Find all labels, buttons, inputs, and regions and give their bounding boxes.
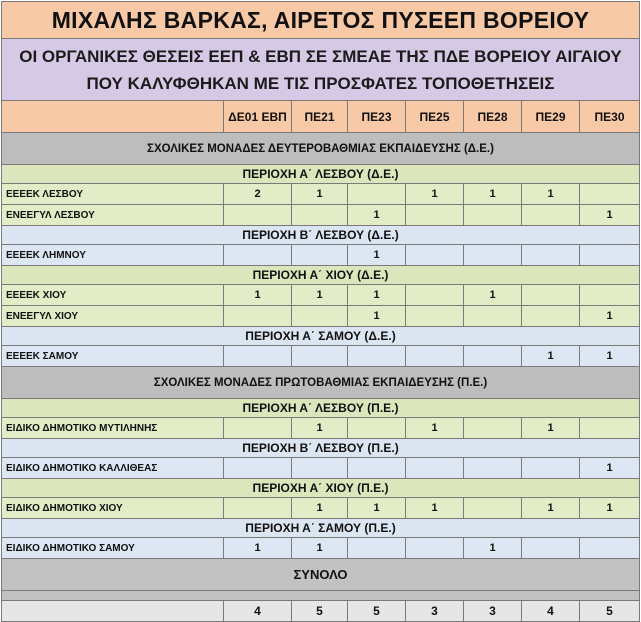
value-cell: 1	[522, 418, 580, 439]
document-title: ΜΙΧΑΛΗΣ ΒΑΡΚΑΣ, ΑΙΡΕΤΟΣ ΠΥΣΕΕΠ ΒΟΡΕΙΟΥ	[1, 1, 640, 39]
value-cell: 1	[522, 498, 580, 519]
column-header-pe29: ΠΕ29	[522, 101, 580, 133]
value-cell: 1	[292, 538, 348, 559]
subtitle-line-1: ΟΙ ΟΡΓΑΝΙΚΕΣ ΘΕΣΕΙΣ ΕΕΠ & ΕΒΠ ΣΕ ΣΜΕΑΕ ΤΗΣ ΠΔΕ ΒΟΡΕΙΟΥ ΑΙΓΑΙΟΥ	[19, 46, 622, 66]
row-label: ΕΕΕΕΚ ΛΕΣΒΟΥ	[1, 184, 224, 205]
total-value-cell: 5	[580, 601, 640, 622]
value-cell	[580, 418, 640, 439]
total-label: ΣΥΝΟΛΟ	[1, 559, 640, 591]
column-header-pe28: ΠΕ28	[464, 101, 522, 133]
category-primary: ΣΧΟΛΙΚΕΣ ΜΟΝΑΔΕΣ ΠΡΩΤΟΒΑΘΜΙΑΣ ΕΚΠΑΙΔΕΥΣΗΣ (Π.Ε.)	[1, 367, 640, 399]
row-label: ΕΙΔΙΚΟ ΔΗΜΟΤΙΚΟ ΜΥΤΙΛΗΝΗΣ	[1, 418, 224, 439]
value-cell	[224, 346, 292, 367]
value-cell	[348, 184, 406, 205]
row-label: ΕΝΕΕΓΥΛ ΛΕΣΒΟΥ	[1, 205, 224, 226]
value-cell	[224, 498, 292, 519]
total-value-cell: 3	[406, 601, 464, 622]
header-corner-cell	[1, 101, 224, 133]
value-cell: 1	[464, 184, 522, 205]
value-cell: 1	[406, 498, 464, 519]
value-cell: 1	[464, 285, 522, 306]
table-row	[1, 285, 640, 306]
total-value-cell: 4	[522, 601, 580, 622]
document-subtitle	[1, 39, 640, 101]
value-cell	[464, 418, 522, 439]
value-cell: 1	[406, 184, 464, 205]
value-cell	[292, 205, 348, 226]
value-cell	[464, 458, 522, 479]
value-cell: 1	[580, 498, 640, 519]
value-cell	[406, 458, 464, 479]
value-cell	[224, 205, 292, 226]
table-row	[1, 498, 640, 519]
subtitle-line-2: ΠΟΥ ΚΑΛΥΦΘΗΚΑΝ ΜΕ ΤΙΣ ΠΡΟΣΦΑΤΕΣ ΤΟΠΟΘΕΤΗΣΕΙΣ	[86, 73, 555, 93]
row-label: ΕΕΕΕΚ ΣΑΜΟΥ	[1, 346, 224, 367]
value-cell	[406, 245, 464, 266]
value-cell: 1	[348, 205, 406, 226]
value-cell: 1	[224, 538, 292, 559]
value-cell	[406, 306, 464, 327]
value-cell: 1	[580, 306, 640, 327]
value-cell	[406, 538, 464, 559]
total-value-cell: 5	[348, 601, 406, 622]
value-cell	[522, 205, 580, 226]
total-row	[1, 601, 640, 622]
value-cell: 1	[348, 245, 406, 266]
total-value-cell: 3	[464, 601, 522, 622]
value-cell: 1	[292, 418, 348, 439]
value-cell	[292, 306, 348, 327]
region-lesvos-b-de: ΠΕΡΙΟΧΗ Β΄ ΛΕΣΒΟΥ (Δ.Ε.)	[1, 226, 640, 245]
value-cell	[406, 346, 464, 367]
table-row	[1, 458, 640, 479]
table-row	[1, 346, 640, 367]
value-cell	[292, 458, 348, 479]
value-cell: 1	[348, 498, 406, 519]
value-cell: 1	[522, 184, 580, 205]
total-spacer	[1, 591, 640, 601]
value-cell	[348, 346, 406, 367]
value-cell: 1	[580, 458, 640, 479]
value-cell	[224, 418, 292, 439]
column-header-pe23: ΠΕ23	[348, 101, 406, 133]
region-lesvos-a-pe: ΠΕΡΙΟΧΗ Α΄ ΛΕΣΒΟΥ (Π.Ε.)	[1, 399, 640, 418]
category-secondary: ΣΧΟΛΙΚΕΣ ΜΟΝΑΔΕΣ ΔΕΥΤΕΡΟΒΑΘΜΙΑΣ ΕΚΠΑΙΔΕΥΣΗΣ (Δ.Ε.)	[1, 133, 640, 165]
value-cell: 1	[580, 205, 640, 226]
value-cell	[464, 205, 522, 226]
value-cell	[292, 245, 348, 266]
region-samos-a-de: ΠΕΡΙΟΧΗ Α΄ ΣΑΜΟΥ (Δ.Ε.)	[1, 327, 640, 346]
value-cell: 1	[292, 498, 348, 519]
table-row	[1, 538, 640, 559]
value-cell	[522, 245, 580, 266]
column-header-de01: ΔΕ01 ΕΒΠ	[224, 101, 292, 133]
value-cell: 1	[348, 285, 406, 306]
value-cell	[522, 538, 580, 559]
value-cell: 1	[348, 306, 406, 327]
value-cell	[522, 306, 580, 327]
value-cell	[406, 205, 464, 226]
row-label: ΕΙΔΙΚΟ ΔΗΜΟΤΙΚΟ ΣΑΜΟΥ	[1, 538, 224, 559]
spreadsheet	[1, 1, 640, 617]
column-header-row	[1, 101, 640, 133]
table-row	[1, 205, 640, 226]
row-label: ΕΙΔΙΚΟ ΔΗΜΟΤΙΚΟ ΚΑΛΛΙΘΕΑΣ	[1, 458, 224, 479]
value-cell	[522, 285, 580, 306]
value-cell	[348, 418, 406, 439]
value-cell: 1	[406, 418, 464, 439]
value-cell	[348, 538, 406, 559]
value-cell: 1	[292, 184, 348, 205]
region-lesvos-a-de: ΠΕΡΙΟΧΗ Α΄ ΛΕΣΒΟΥ (Δ.Ε.)	[1, 165, 640, 184]
value-cell: 1	[292, 285, 348, 306]
row-label: ΕΕΕΕΚ ΛΗΜΝΟΥ	[1, 245, 224, 266]
table-row	[1, 184, 640, 205]
region-samos-a-pe: ΠΕΡΙΟΧΗ Α΄ ΣΑΜΟΥ (Π.Ε.)	[1, 519, 640, 538]
value-cell	[292, 346, 348, 367]
region-chios-a-pe: ΠΕΡΙΟΧΗ Α΄ ΧΙΟΥ (Π.Ε.)	[1, 479, 640, 498]
table-row	[1, 245, 640, 266]
value-cell	[464, 498, 522, 519]
row-label: ΕΕΕΕΚ ΧΙΟΥ	[1, 285, 224, 306]
value-cell	[580, 538, 640, 559]
value-cell	[348, 458, 406, 479]
value-cell: 1	[224, 285, 292, 306]
table-row	[1, 418, 640, 439]
value-cell	[464, 245, 522, 266]
column-header-pe21: ΠΕ21	[292, 101, 348, 133]
value-cell	[224, 306, 292, 327]
value-cell	[464, 346, 522, 367]
row-label: ΕΝΕΕΓΥΛ ΧΙΟΥ	[1, 306, 224, 327]
total-value-cell: 4	[224, 601, 292, 622]
region-chios-a-de: ΠΕΡΙΟΧΗ Α΄ ΧΙΟΥ (Δ.Ε.)	[1, 266, 640, 285]
table-row	[1, 306, 640, 327]
column-header-pe30: ΠΕ30	[580, 101, 640, 133]
row-label: ΕΙΔΙΚΟ ΔΗΜΟΤΙΚΟ ΧΙΟΥ	[1, 498, 224, 519]
value-cell	[406, 285, 464, 306]
total-blank-cell	[1, 601, 224, 622]
value-cell: 1	[580, 346, 640, 367]
value-cell	[580, 184, 640, 205]
value-cell	[580, 285, 640, 306]
value-cell: 1	[522, 346, 580, 367]
value-cell	[464, 306, 522, 327]
value-cell	[224, 458, 292, 479]
value-cell: 1	[464, 538, 522, 559]
column-header-pe25: ΠΕ25	[406, 101, 464, 133]
region-lesvos-b-pe: ΠΕΡΙΟΧΗ Β΄ ΛΕΣΒΟΥ (Π.Ε.)	[1, 439, 640, 458]
value-cell	[224, 245, 292, 266]
value-cell	[522, 458, 580, 479]
value-cell: 2	[224, 184, 292, 205]
value-cell	[580, 245, 640, 266]
total-value-cell: 5	[292, 601, 348, 622]
